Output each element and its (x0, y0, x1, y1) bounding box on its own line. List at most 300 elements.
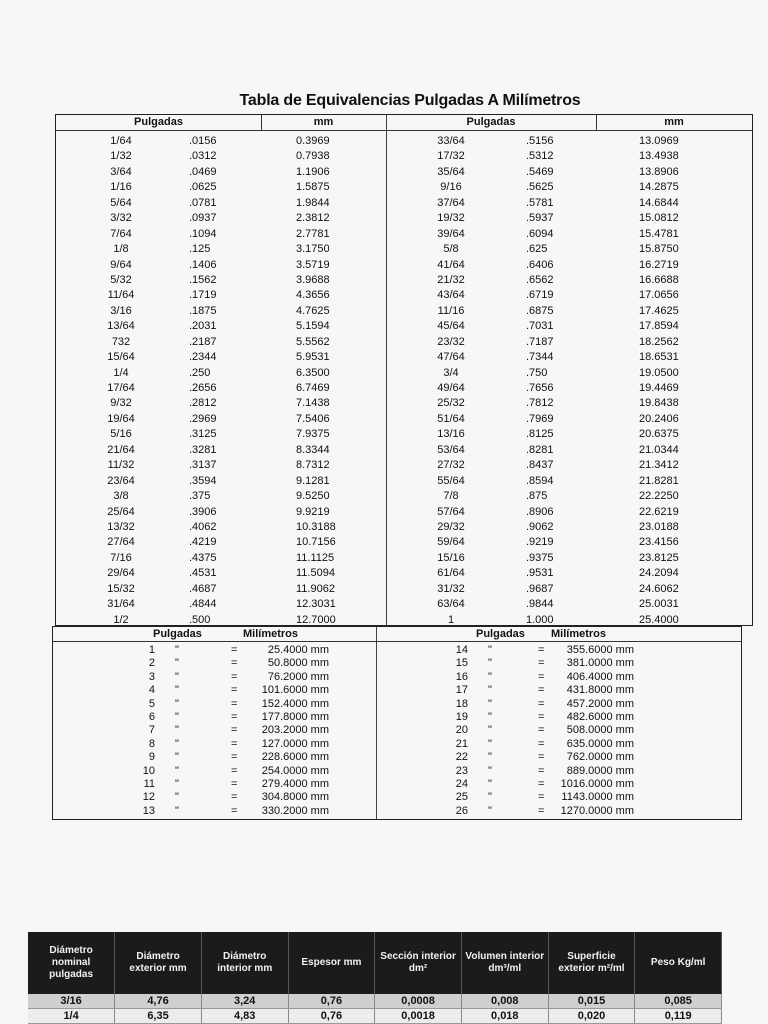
fraction-value: 35/64 (437, 165, 465, 178)
conversion-row (386, 582, 752, 597)
fraction-value: 3/32 (110, 212, 132, 225)
decimal-value: .2969 (189, 412, 217, 425)
conversion-row (56, 520, 386, 535)
conversion-row (56, 505, 386, 520)
header-inches: Pulgadas (466, 116, 516, 128)
inch-number: 22 (455, 751, 468, 764)
conversion-rows-left (56, 134, 386, 628)
decimal-value: .6406 (526, 258, 554, 271)
decimal-value: .1406 (189, 258, 217, 271)
conversion-rows-right (386, 134, 752, 628)
header-inches: Pulgadas (134, 116, 183, 128)
decimal-value: .6875 (526, 304, 554, 317)
mm-value: 23.4156 (639, 536, 679, 549)
decimal-value: .6719 (526, 289, 554, 302)
equals-sign: = (538, 710, 545, 723)
inch-number: 16 (455, 670, 468, 683)
inch-number: 18 (455, 697, 468, 710)
inch-row (376, 738, 741, 751)
conversion-row (56, 242, 386, 257)
millimeter-value: 355.6000 mm (566, 644, 634, 656)
inch-row (376, 684, 741, 697)
fraction-value: 31/64 (107, 598, 135, 611)
conversion-table-right-half (386, 115, 752, 625)
decimal-value: .7031 (526, 320, 554, 333)
fraction-value: 15/64 (107, 351, 135, 364)
pipe-cell: 0,0018 (375, 1009, 462, 1024)
mm-value: 19.4469 (639, 382, 679, 394)
inch-row (53, 738, 376, 751)
conversion-row (56, 597, 386, 612)
decimal-value: .0937 (189, 212, 217, 225)
millimeter-value: 431.8000 mm (566, 684, 634, 697)
conversion-row (386, 381, 752, 396)
millimeter-value: 762.0000 mm (566, 751, 634, 764)
fraction-value: 63/64 (437, 598, 465, 611)
pipe-column-header: Diámetro interior mm (201, 932, 288, 994)
pipe-cell: 4,76 (115, 994, 202, 1009)
fraction-value: 53/64 (437, 443, 465, 456)
mm-value: 25.0031 (639, 598, 679, 611)
decimal-value: .5156 (526, 135, 554, 147)
mm-value: 2.7781 (296, 227, 330, 240)
decimal-value: .9062 (526, 520, 554, 533)
fraction-value: 5/16 (110, 428, 132, 441)
inch-mark: " (175, 764, 179, 777)
inch-table-left-half (53, 627, 377, 819)
header-inches: Pulgadas (153, 628, 202, 640)
inch-mark: " (488, 644, 492, 656)
equals-sign: = (231, 684, 238, 697)
equals-sign: = (538, 737, 545, 750)
mm-value: 1.9844 (296, 196, 330, 209)
inch-number: 17 (455, 684, 468, 697)
mm-value: 7.5406 (296, 412, 330, 425)
millimeter-value: 457.2000 mm (566, 697, 634, 710)
decimal-value: .5625 (526, 181, 554, 194)
fraction-value: 55/64 (437, 474, 465, 487)
conversion-row (386, 134, 752, 149)
inch-row (376, 791, 741, 804)
decimal-value: .9375 (526, 551, 554, 564)
inch-number: 11 (143, 777, 155, 790)
millimeter-value: 152.4000 mm (261, 697, 329, 710)
mm-value: 9.9219 (296, 505, 330, 518)
equals-sign: = (231, 724, 238, 737)
pipe-cell: 0,085 (635, 994, 722, 1009)
decimal-value: .625 (526, 243, 548, 256)
inch-row (53, 805, 376, 818)
pipe-cell: 0,76 (288, 1009, 375, 1024)
fraction-value: 29/64 (107, 567, 135, 580)
fraction-value: 3/64 (110, 165, 132, 178)
conversion-row (56, 412, 386, 427)
decimal-value: .3137 (189, 459, 217, 472)
equals-sign: = (231, 777, 238, 790)
decimal-value: .5781 (526, 196, 554, 209)
millimeter-value: 25.4000 mm (267, 644, 329, 656)
header-mm: mm (313, 116, 334, 128)
fraction-value: 57/64 (437, 505, 465, 518)
conversion-row (386, 412, 752, 427)
conversion-row (386, 443, 752, 458)
mm-value: 21.3412 (639, 459, 679, 472)
conversion-row (56, 381, 386, 396)
decimal-value: .8437 (526, 459, 554, 472)
pipe-column-header: Diámetro exterior mm (115, 932, 202, 994)
pipe-column-header: Peso Kg/ml (635, 932, 722, 994)
decimal-value: .250 (189, 366, 211, 379)
decimal-value: .1562 (189, 273, 217, 286)
conversion-row (386, 196, 752, 211)
pipe-cell: 3/16 (28, 994, 115, 1009)
conversion-row (386, 427, 752, 442)
fraction-value: 1/2 (113, 613, 129, 626)
mm-value: 23.0188 (639, 520, 679, 533)
conversion-row (386, 366, 752, 381)
fraction-value: 1/8 (113, 243, 129, 256)
conversion-row (386, 335, 752, 350)
conversion-row (56, 196, 386, 211)
millimeter-value: 406.4000 mm (566, 670, 634, 683)
inch-mark: " (175, 710, 179, 723)
inch-mark: " (488, 724, 492, 737)
conversion-row (386, 180, 752, 195)
mm-value: 18.2562 (639, 335, 679, 348)
fraction-value: 11/64 (107, 289, 135, 302)
fraction-value: 732 (111, 335, 131, 348)
mm-value: 8.3344 (296, 443, 330, 456)
decimal-value: .2656 (189, 382, 217, 394)
decimal-value: .6562 (526, 273, 554, 286)
inch-mark: " (175, 670, 179, 683)
conversion-row (386, 258, 752, 273)
mm-value: 19.0500 (639, 366, 679, 379)
inch-row (53, 671, 376, 684)
mm-value: 10.7156 (296, 536, 336, 549)
millimeter-value: 1270.0000 mm (560, 804, 634, 817)
mm-value: 19.8438 (639, 397, 679, 410)
fraction-conversion-table (55, 114, 753, 626)
inch-number: 2 (148, 657, 155, 670)
conversion-row (386, 474, 752, 489)
decimal-value: .7656 (526, 382, 554, 394)
conversion-row (56, 180, 386, 195)
conversion-table-header (56, 115, 386, 131)
millimeter-value: 177.8000 mm (261, 710, 329, 723)
inch-number: 7 (148, 724, 155, 737)
inch-number: 25 (455, 791, 468, 804)
conversion-row (56, 211, 386, 226)
fraction-value: 43/64 (437, 289, 465, 302)
fraction-value: 19/32 (437, 212, 465, 225)
decimal-value: .0625 (189, 181, 217, 194)
conversion-row (56, 582, 386, 597)
decimal-value: .3906 (189, 505, 217, 518)
equals-sign: = (538, 684, 545, 697)
fraction-value: 1/64 (110, 135, 132, 147)
inch-row (53, 644, 376, 657)
decimal-value: .2031 (189, 320, 217, 333)
inch-row (376, 671, 741, 684)
inch-number: 8 (148, 737, 155, 750)
inch-number: 13 (142, 804, 155, 817)
decimal-value: .2187 (189, 335, 217, 348)
pipe-cell: 0,018 (461, 1009, 548, 1024)
fraction-value: 25/64 (107, 505, 135, 518)
millimeter-value: 1143.0000 mm (561, 791, 634, 804)
header-inches: Pulgadas (476, 628, 525, 640)
millimeter-value: 1016.0000 mm (560, 777, 634, 790)
decimal-value: .9531 (526, 567, 554, 580)
inch-number: 21 (455, 737, 468, 750)
equals-sign: = (538, 804, 545, 817)
conversion-row (56, 319, 386, 334)
fraction-value: 3/8 (113, 490, 129, 503)
inch-row (376, 778, 741, 791)
millimeter-value: 889.0000 mm (566, 764, 634, 777)
mm-value: 5.5562 (296, 335, 330, 348)
millimeter-value: 381.0000 mm (566, 657, 634, 670)
mm-value: 12.7000 (296, 613, 336, 626)
fraction-value: 13/16 (437, 428, 465, 441)
fraction-value: 25/32 (437, 397, 465, 410)
millimeter-value: 203.2000 mm (261, 724, 329, 737)
inch-mark: " (488, 710, 492, 723)
decimal-value: 1.000 (526, 613, 554, 626)
inch-number: 15 (455, 657, 468, 670)
millimeter-value: 254.0000 mm (261, 764, 329, 777)
inch-number: 19 (455, 710, 468, 723)
conversion-row (56, 149, 386, 164)
inch-number: 4 (148, 684, 155, 697)
equals-sign: = (231, 644, 238, 656)
mm-value: 13.0969 (639, 135, 679, 147)
inch-number: 24 (455, 777, 468, 790)
fraction-value: 29/32 (437, 520, 465, 533)
fraction-value: 31/32 (437, 582, 465, 595)
decimal-value: .3281 (189, 443, 217, 456)
document-title: Tabla de Equivalencias Pulgadas A Milímetros (239, 92, 581, 109)
conversion-row (386, 149, 752, 164)
mm-value: 16.6688 (639, 273, 679, 286)
conversion-row (56, 165, 386, 180)
decimal-value: .1094 (189, 227, 217, 240)
decimal-value: .3125 (189, 428, 217, 441)
equals-sign: = (538, 751, 545, 764)
conversion-table-header (386, 115, 752, 131)
inch-mark: " (488, 670, 492, 683)
inch-to-mm-table (52, 626, 742, 820)
conversion-row (56, 396, 386, 411)
fraction-value: 19/64 (107, 412, 135, 425)
inch-row (376, 751, 741, 764)
inch-row (376, 724, 741, 737)
header-millimeters: Milímetros (243, 628, 299, 640)
decimal-value: .0781 (189, 196, 217, 209)
pipe-cell: 0,008 (461, 994, 548, 1009)
mm-value: 3.9688 (296, 273, 330, 286)
conversion-row (56, 258, 386, 273)
mm-value: 21.8281 (639, 474, 679, 487)
decimal-value: .7187 (526, 335, 554, 348)
conversion-row (56, 551, 386, 566)
decimal-value: .875 (526, 490, 548, 503)
equals-sign: = (231, 657, 238, 670)
fraction-value: 1/16 (110, 181, 132, 194)
inch-mark: " (175, 777, 179, 790)
mm-value: 24.2094 (639, 567, 679, 580)
conversion-row (386, 319, 752, 334)
pipe-cell: 0,015 (548, 994, 635, 1009)
fraction-value: 17/32 (437, 150, 465, 163)
inch-row (53, 657, 376, 670)
conversion-row (386, 505, 752, 520)
inch-mark: " (175, 644, 179, 656)
millimeter-value: 330.2000 mm (261, 804, 329, 817)
fraction-value: 39/64 (437, 227, 465, 240)
mm-value: 14.2875 (639, 181, 679, 194)
mm-value: 7.1438 (296, 397, 330, 410)
mm-value: 11.1125 (296, 551, 335, 564)
fraction-value: 3/16 (110, 304, 132, 317)
header-millimeters: Milímetros (551, 628, 607, 640)
conversion-row (386, 273, 752, 288)
mm-value: 6.3500 (296, 366, 330, 379)
pipe-cell: 1/4 (28, 1009, 115, 1024)
conversion-row (56, 443, 386, 458)
equals-sign: = (231, 751, 238, 764)
conversion-row (386, 165, 752, 180)
pipe-table-row (28, 994, 722, 1009)
conversion-row (56, 535, 386, 550)
equals-sign: = (538, 670, 545, 683)
mm-value: 22.2250 (639, 490, 679, 503)
conversion-row (56, 474, 386, 489)
inch-row (53, 711, 376, 724)
mm-value: 4.7625 (296, 304, 330, 317)
equals-sign: = (231, 710, 238, 723)
mm-value: 10.3188 (296, 520, 336, 533)
pipe-table-row (28, 1009, 722, 1024)
inch-number: 3 (148, 670, 155, 683)
mm-value: 14.6844 (639, 196, 679, 209)
inch-row (53, 698, 376, 711)
fraction-value: 51/64 (437, 412, 465, 425)
fraction-value: 9/16 (440, 181, 462, 194)
fraction-value: 7/8 (443, 490, 459, 503)
mm-value: 17.4625 (639, 304, 679, 317)
decimal-value: .1875 (189, 304, 217, 317)
decimal-value: .4844 (189, 598, 217, 611)
equals-sign: = (231, 737, 238, 750)
decimal-value: .375 (189, 490, 211, 503)
mm-value: 6.7469 (296, 382, 330, 394)
fraction-value: 21/64 (107, 443, 135, 456)
equals-sign: = (231, 697, 238, 710)
decimal-value: .3594 (189, 474, 217, 487)
inch-number: 23 (455, 764, 468, 777)
fraction-value: 1 (447, 613, 455, 626)
mm-value: 15.0812 (639, 212, 679, 225)
mm-value: 21.0344 (639, 443, 679, 456)
conversion-row (386, 520, 752, 535)
conversion-row (56, 134, 386, 149)
fraction-value: 5/8 (443, 243, 459, 256)
conversion-row (56, 566, 386, 581)
inch-row (53, 791, 376, 804)
decimal-value: .4062 (189, 520, 217, 533)
decimal-value: .125 (189, 243, 211, 256)
equals-sign: = (538, 777, 545, 790)
inch-mark: " (175, 697, 179, 710)
millimeter-value: 304.8000 mm (261, 791, 329, 804)
equals-sign: = (538, 657, 545, 670)
fraction-value: 37/64 (437, 196, 465, 209)
inch-mark: " (175, 751, 179, 764)
mm-value: 9.5250 (296, 490, 330, 503)
equals-sign: = (538, 764, 545, 777)
decimal-value: .5937 (526, 212, 554, 225)
inch-mark: " (488, 697, 492, 710)
inch-row (53, 684, 376, 697)
inch-mark: " (175, 684, 179, 697)
fraction-value: 23/32 (437, 335, 465, 348)
fraction-value: 45/64 (437, 320, 465, 333)
conversion-row (56, 350, 386, 365)
fraction-value: 33/64 (437, 135, 465, 147)
pipe-specifications-table (28, 932, 722, 1024)
decimal-value: .8125 (526, 428, 554, 441)
fraction-value: 21/32 (437, 273, 465, 286)
conversion-row (386, 304, 752, 319)
conversion-row (386, 227, 752, 242)
inch-number: 20 (455, 724, 468, 737)
inch-number: 14 (455, 644, 468, 656)
conversion-row (56, 304, 386, 319)
conversion-row (386, 396, 752, 411)
decimal-value: .1719 (189, 289, 217, 302)
inch-table-header (376, 627, 741, 642)
mm-value: 1.1906 (296, 165, 330, 178)
mm-value: 23.8125 (639, 551, 679, 564)
conversion-row (386, 535, 752, 550)
inch-row (376, 657, 741, 670)
millimeter-value: 279.4000 mm (261, 777, 329, 790)
equals-sign: = (231, 670, 238, 683)
decimal-value: .750 (526, 366, 548, 379)
inch-rows-right (376, 644, 741, 818)
inch-row (53, 751, 376, 764)
conversion-row (386, 242, 752, 257)
mm-value: 9.1281 (296, 474, 330, 487)
inch-row (53, 778, 376, 791)
decimal-value: .0156 (189, 135, 217, 147)
mm-value: 5.1594 (296, 320, 330, 333)
conversion-row (386, 551, 752, 566)
decimal-value: .8281 (526, 443, 554, 456)
equals-sign: = (231, 764, 238, 777)
inch-row (53, 765, 376, 778)
decimal-value: .4219 (189, 536, 217, 549)
pipe-cell: 3,24 (201, 994, 288, 1009)
fraction-value: 47/64 (437, 351, 465, 364)
fraction-value: 7/64 (110, 227, 132, 240)
header-mm: mm (664, 116, 684, 128)
fraction-value: 7/16 (110, 551, 132, 564)
conversion-row (56, 366, 386, 381)
fraction-value: 11/32 (107, 459, 135, 472)
